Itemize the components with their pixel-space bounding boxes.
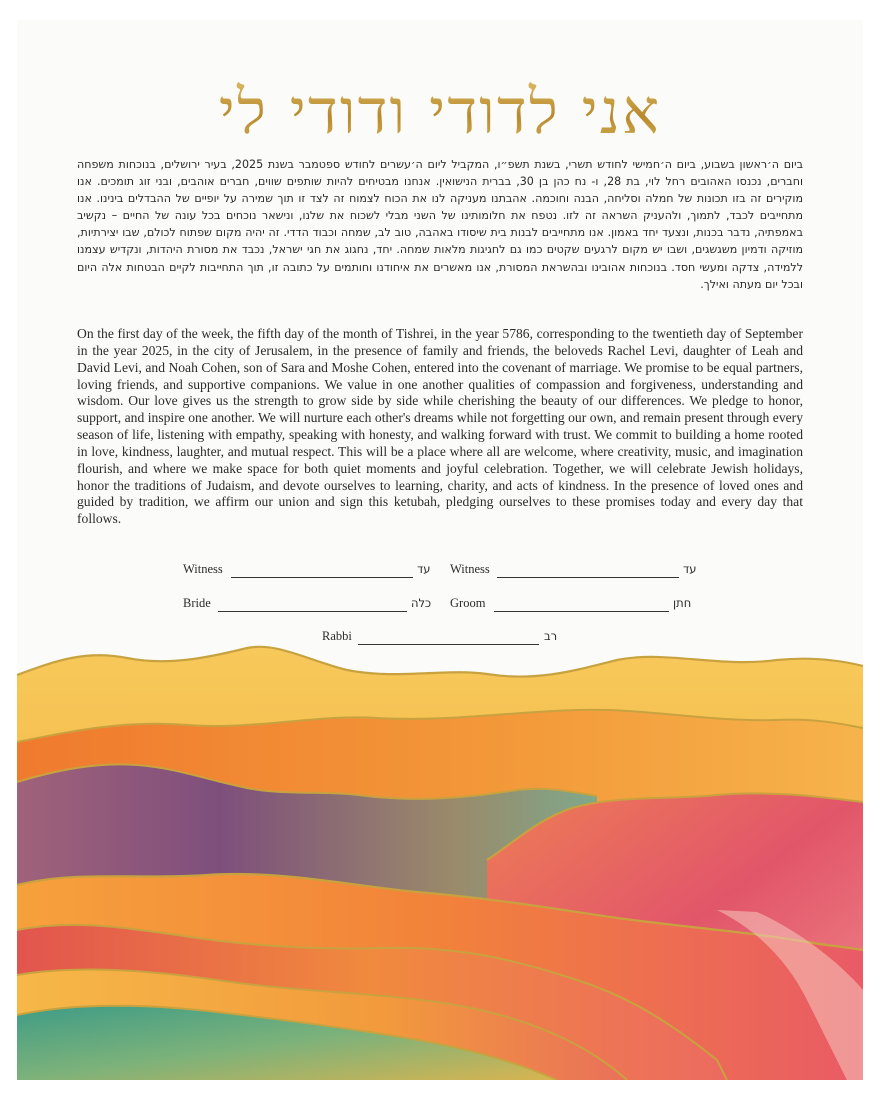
rabbi-hebrew-label: רב <box>544 629 558 643</box>
witness-hebrew-label: עד <box>417 562 431 576</box>
bride-hebrew-label: כלה <box>411 596 432 610</box>
rabbi-label: Rabbi <box>322 629 352 643</box>
watercolor-landscape <box>17 630 863 1080</box>
hebrew-text: ביום ה׳ראשון בשבוע, ביום ה׳חמישי לחודש תשרי, בשנת תשפ״ו, המקביל ליום ה׳עשרים לחודש ספטמבר בשנת 2025, בעיר ירושלים, בנוכחות משפחה וחברים, נכנסו האהובים רחל לוי, בת 28, ו- נח כהן בן 30, בברית הנישואין. אנחנו מבטיחים להיות שותפים שווים, חברים אוהבים, ובני זוג תומכים. אנו מוקירים זה בזו תכונות של חמלה וסליחה, הבנה וחוכמה. אהבתנו מעניקה לנו את הכוח לצמוח זה לצד זו תוך שמירה על יופיים של ההבדלים בינינו. אנו מתחייבים לכבד, לתמוך, ולהעניק השראה זה לזו. נטפח את חלומותינו של השני מבלי לשכוח את שלנו, ונישאר נוכחים בכל עונה של החיים – נקשיב באמפתיה, נדבר בכנות, ונצעד יחד באמון. אנו מתחייבים לבנות בית שיסודו באהבה, טוב לב, שמחה וכבוד הדדי. זה יהיה מקום שפתוח לכולם, שבו יצירתיות, מוזיקה ודמיון משגשגים, ושבו יש מקום לרגעים שקטים כמו גם לחגיגות מלאות שמחה. יחד, נחגוג את חגי ישראל, נכבד את מסורת היהדות, ונקדיש עצמנו ללמידה, צדקה ומעשי חסד. בנוכחות אהובינו ובהשראת המסורת, אנו מאשרים את איחודנו וחותמים על כתובה זו, תוך התחייבות לקיים הבטחות אלה היום ובכל יום מעתה ואילך. <box>77 158 803 291</box>
witness-label: Witness <box>450 562 490 576</box>
groom-label: Groom <box>450 596 486 610</box>
bride-line[interactable] <box>218 611 407 612</box>
groom-line[interactable] <box>494 611 669 612</box>
ketubah-title: אני לדודי ודודי לי <box>17 72 863 152</box>
groom-signature[interactable] <box>450 596 710 614</box>
witness-line[interactable] <box>231 577 413 578</box>
witness-line[interactable] <box>497 577 679 578</box>
ketubah-sheet <box>17 20 863 1080</box>
bride-signature[interactable] <box>183 596 443 614</box>
witness-hebrew-label: עד <box>683 562 697 576</box>
witness-label: Witness <box>183 562 223 576</box>
witness-signature-left[interactable] <box>183 562 433 580</box>
english-text: On the first day of the week, the fifth day of the month of Tishrei, in the year 5786, corresponding to the twentieth day of September in the year 2025, in the city of Jerusalem, in the presence of family and friends, the beloveds Rachel Levi, daughter of Leah and David Levi, and Noah Cohen, son of Sara and Moshe Cohen, entered into the covenant of marriage. We promise to be equal partners, loving friends, and supportive companions. We value in one another qualities of compassion and forgiveness, understanding and wisdom. Our love gives us the strength to grow side by side while cherishing the beauty of our differences. We pledge to honor, support, and inspire one another. We will nurture each other's dreams while not forgetting our own, and remain present through every season of life, listening with empathy, speaking with honesty, and walking forward with trust. We commit to building a home rooted in love, kindness, laughter, and mutual respect. This will be a place where all are welcome, where creativity, music, and imagination flourish, and where we make space for both quiet moments and joyful celebration. Together, we will celebrate Jewish holidays, honor the traditions of Judaism, and devote ourselves to learning, charity, and acts of kindness. In the presence of loved ones and guided by tradition, we affirm our union and sign this ketubah, pledging ourselves to these promises today and every day that follows. <box>77 326 803 527</box>
groom-hebrew-label: חתן <box>673 596 692 610</box>
witness-signature-right[interactable] <box>450 562 700 580</box>
bride-label: Bride <box>183 596 211 610</box>
